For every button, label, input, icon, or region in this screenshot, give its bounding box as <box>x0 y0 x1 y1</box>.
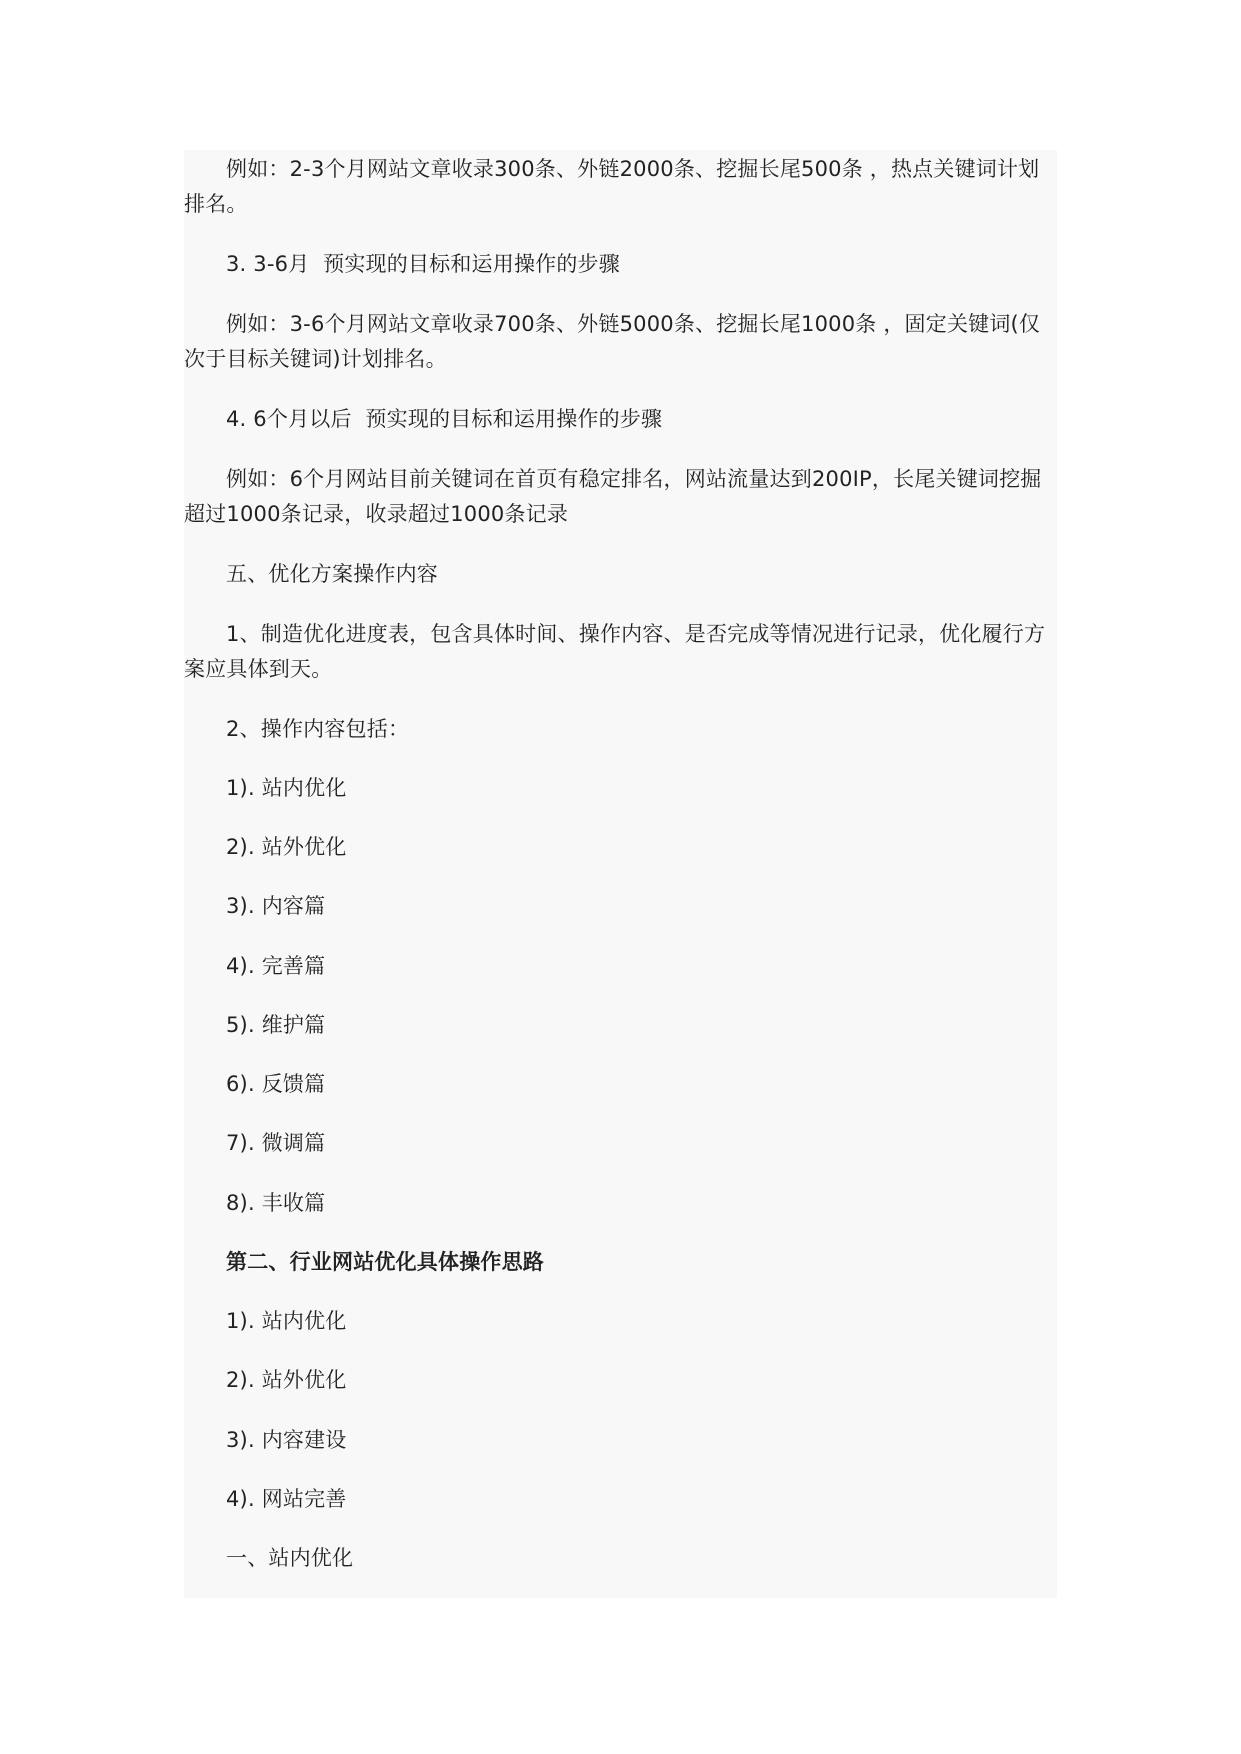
list-item: 7). 微调篇 <box>226 1131 326 1155</box>
list-item: 2). 站外优化 <box>226 1368 347 1392</box>
list-item: 8). 丰收篇 <box>226 1191 326 1215</box>
section-heading-five: 五、优化方案操作内容 <box>226 562 438 586</box>
section-heading-second: 第二、行业网站优化具体操作思路 <box>226 1250 544 1274</box>
list-item: 1). 站内优化 <box>226 776 347 800</box>
list-item: 2). 站外优化 <box>226 835 347 859</box>
document-body <box>184 150 1057 1598</box>
list-item: 6). 反馈篇 <box>226 1072 326 1096</box>
paragraph-heading-3-6-months: 3. 3-6月 预实现的目标和运用操作的步骤 <box>226 252 620 276</box>
paragraph-example-3-6-months: 例如：3-6个月网站文章收录700条、外链5000条、挖掘长尾1000条 ，固定关键词(仅次于目标关键词)计划排名。 <box>184 312 1041 371</box>
section-heading-onsite: 一、站内优化 <box>226 1546 354 1570</box>
paragraph-example-2-3-months: 例如：2-3个月网站文章收录300条、外链2000条、挖掘长尾500条 ，热点关键词计划排名。 <box>184 157 1040 216</box>
paragraph-example-6-months: 例如：6个月网站目前关键词在首页有稳定排名，网站流量达到200IP，长尾关键词挖掘超过1000条记录，收录超过1000条记录 <box>184 467 1042 526</box>
list-item: 4). 网站完善 <box>226 1487 347 1511</box>
list-item: 3). 内容建设 <box>226 1428 347 1452</box>
list-item: 4). 完善篇 <box>226 954 326 978</box>
list-item: 3). 内容篇 <box>226 894 326 918</box>
list-item: 1). 站内优化 <box>226 1309 347 1333</box>
paragraph-operation-content: 2、操作内容包括： <box>226 717 410 741</box>
list-item: 5). 维护篇 <box>226 1013 326 1037</box>
paragraph-schedule: 1、制造优化进度表，包含具体时间、操作内容、是否完成等情况进行记录，优化履行方案应具体到天。 <box>184 622 1046 681</box>
paragraph-heading-after-6-months: 4. 6个月以后 预实现的目标和运用操作的步骤 <box>226 407 663 431</box>
